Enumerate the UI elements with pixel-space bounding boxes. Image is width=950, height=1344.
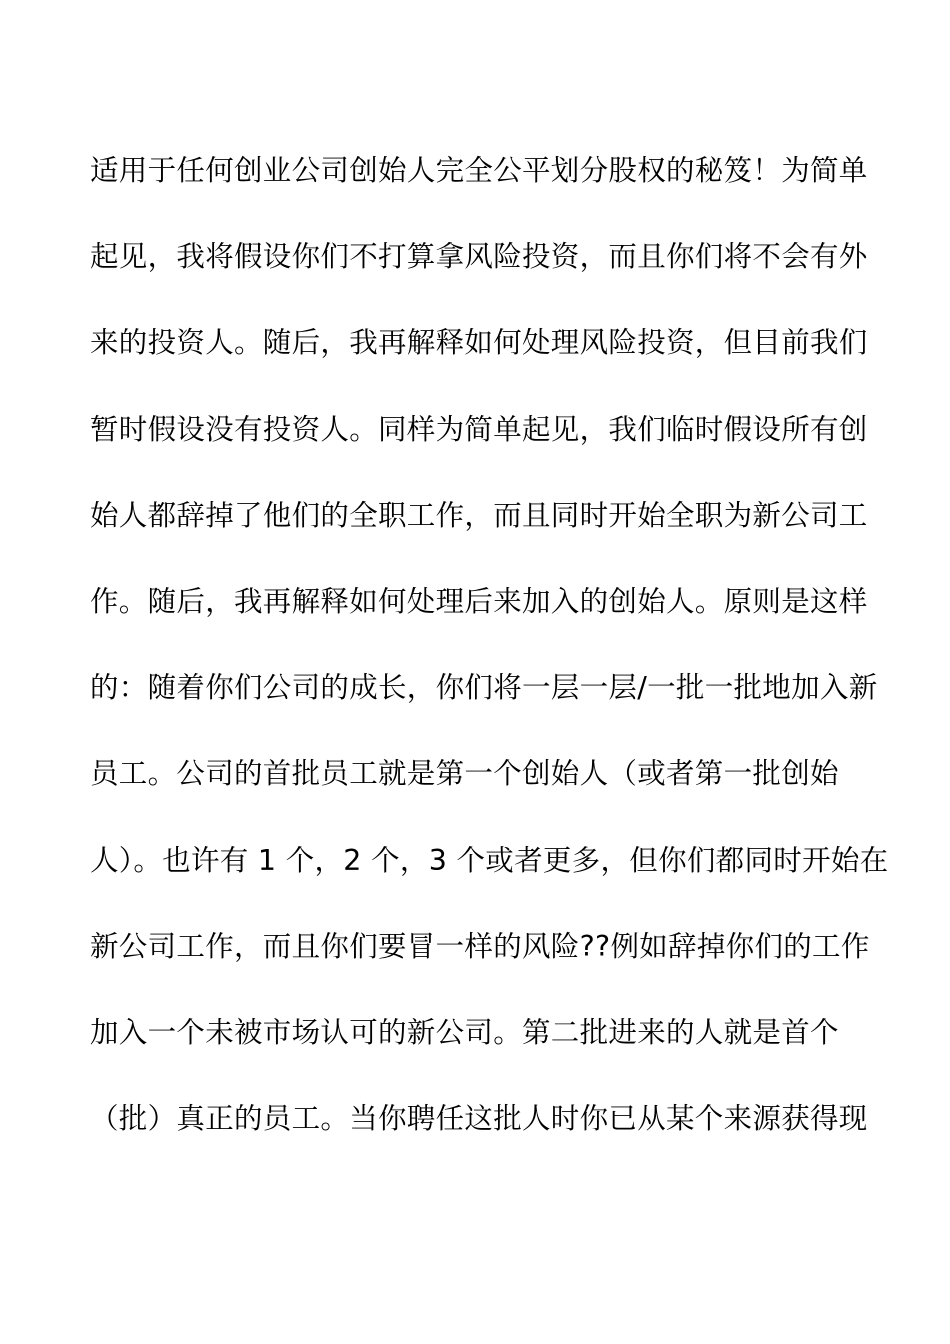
paragraph-line: 暂时假设没有投资人。同样为简单起见，我们临时假设所有创: [90, 412, 868, 446]
paragraph-line: 来的投资人。随后，我再解释如何处理风险投资，但目前我们: [90, 326, 868, 360]
paragraph-line: 起见，我将假设你们不打算拿风险投资，而且你们将不会有外: [90, 240, 868, 274]
paragraph-line: 员工。公司的首批员工就是第一个创始人（或者第一批创始: [90, 757, 839, 791]
paragraph-line: 加入一个未被市场认可的新公司。第二批进来的人就是首个: [90, 1015, 839, 1049]
paragraph-line: 始人都辞掉了他们的全职工作，而且同时开始全职为新公司工: [90, 498, 868, 532]
body-paragraph: [90, 143, 889, 1177]
paragraph-line: 新公司工作，而且你们要冒一样的风险??例如辞掉你们的工作: [90, 929, 870, 963]
paragraph-line: 的：随着你们公司的成长，你们将一层一层/一批一批地加入新: [90, 671, 878, 705]
paragraph-line: 人）。也许有 1 个，2 个，3 个或者更多，但你们都同时开始在: [90, 843, 889, 877]
paragraph-line: 作。随后，我再解释如何处理后来加入的创始人。原则是这样: [90, 584, 868, 618]
paragraph-line: （批）真正的员工。当你聘任这批人时你已从某个来源获得现: [90, 1102, 868, 1136]
paragraph-line: 适用于任何创业公司创始人完全公平划分股权的秘笈！为简单: [90, 154, 868, 187]
